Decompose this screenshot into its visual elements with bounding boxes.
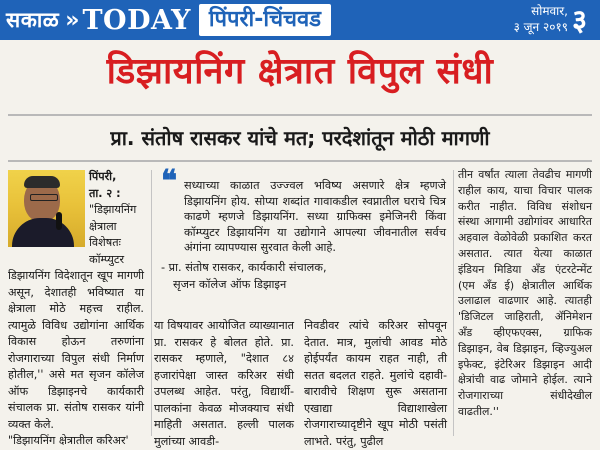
article-side-text: "डिझायनिंग क्षेत्राला विशेषतः कॉम्प्युटर bbox=[89, 203, 137, 266]
quote-attribution-line-2: सृजन कॉलेज ऑफ डिझाइन bbox=[173, 277, 287, 291]
article-column-2: या विषयावर आयोजित व्याख्यानात प्रा. रासकर हे बोलत होते. प्रा. रासकर म्हणाले, "देशात ८४ हजारांपेक्षा जास्त करिअर संधी उपलब्ध आहेत. परंतु, विद्यार्थी- पालकांना केवळ मोजक्याच संधी माहिती असतात. हल्ली पालक मुलांच्या आवडी- bbox=[154, 319, 294, 448]
article-column-3: निवडीवर त्यांचे करिअर सोपवून देतात. मात्र, मुलांची आवड मोठे होईपर्यंत कायम राहत नाही, ती सतत बदलत राहते. मुलांचे दहावी-बारावीचे शिक्षण सुरू असताना एखाद्या विद्याशाखेला रोजगाराच्यादृष्टीने खूप मोठी पसंती लाभते. परंतु, पुढील bbox=[304, 319, 447, 448]
dateline-date: ता. २ : bbox=[89, 186, 121, 200]
quote-icon: ❝ bbox=[161, 164, 178, 199]
article-subheadline: प्रा. संतोष रासकर यांचे मत; परदेशांतून मोठी मागणी bbox=[110, 126, 490, 150]
pull-quote: सध्याच्या काळात उज्ज्वल भविष्य असणारे क्षेत्र म्हणजे डिझायनिंग होय. सोप्या शब्दांत गावाकडील स्वप्नातील घराचे चित्र काढणे म्हणजे डिझायनिंग. सध्या ग्राफिक्स इमेजिनरी किंवा कॉम्प्युटर डिझायनिंग या उद्योगाने आपल्या जीवनातील सर्वच अंगांना व्यापण्यास सुरवात केली आहे. bbox=[184, 179, 446, 254]
quote-attribution bbox=[161, 260, 451, 293]
section-title: TODAY bbox=[82, 4, 191, 36]
page-number: ३ bbox=[572, 3, 588, 37]
article-column-4: तीन वर्षांत त्याला तेवढीच मागणी राहील काय, याचा विचार पालक करीत नाहीत. विविध संशोधन संस्था आगामी उद्योगांवर आधारित अहवाल वेळोवेळी प्रकाशित करत असतात. त्यात येत्या काळात इंडियन मिडिया अँड एंटरटेन्मेंट (एम अँड ई) क्षेत्रातील आर्थिक उलाढाल वाढणार आहे. त्यातही 'डिजिटल जाहिराती, ॲनिमेशन अँड व्हीएफएक्स, ग्राफिक डिझाइन, वेब डिझाइन, व्हिज्युअल इफेक्ट, इंटेरिअर डिझाइन आदी क्षेत्रांची वाढ जोमाने होईल. त्याने रोजगाराच्या संधीदेखील वाढतील.'' bbox=[458, 168, 592, 418]
quote-attribution-line-1: - प्रा. संतोष रासकर, कार्यकारी संचालक, bbox=[161, 261, 327, 274]
article-column-1-last: "डिझायनिंग क्षेत्रातील करिअर' bbox=[8, 434, 129, 447]
day-label: सोमवार, bbox=[531, 4, 568, 18]
double-chevron-icon: » bbox=[65, 7, 80, 33]
date-block bbox=[484, 3, 568, 35]
dateline-column bbox=[89, 169, 144, 268]
article-column-1 bbox=[8, 268, 144, 450]
subheadline-divider bbox=[8, 160, 592, 162]
column-divider bbox=[151, 170, 152, 436]
brand-logo: सकाळ bbox=[6, 8, 60, 32]
author-photo bbox=[8, 170, 85, 247]
date-label: ३ जून २०१९ bbox=[513, 20, 568, 34]
dateline-place: पिंपरी, bbox=[89, 170, 117, 183]
city-edition: पिंपरी-चिंचवड bbox=[199, 4, 331, 36]
column-divider bbox=[453, 170, 454, 436]
article-headline: डिझायनिंग क्षेत्रात विपुल संधी bbox=[106, 51, 494, 92]
article-column-1-text: डिझायनिंग विदेशातून खूप मागणी असून, देशातही भविष्यात या क्षेत्राला मोठे महत्त्व राहील. त्यामुळे विविध उद्योगांना आर्थिक विकास होऊन तरुणांना रोजगाराच्या विपुल संधी निर्माण होतील,'' असे मत सृजन कॉलेज ऑफ डिझाइनचे कार्यकारी संचालक प्रा. संतोष रासकर यांनी व्यक्त केले. bbox=[8, 269, 144, 431]
masthead bbox=[0, 0, 600, 40]
headline-divider bbox=[8, 114, 592, 116]
